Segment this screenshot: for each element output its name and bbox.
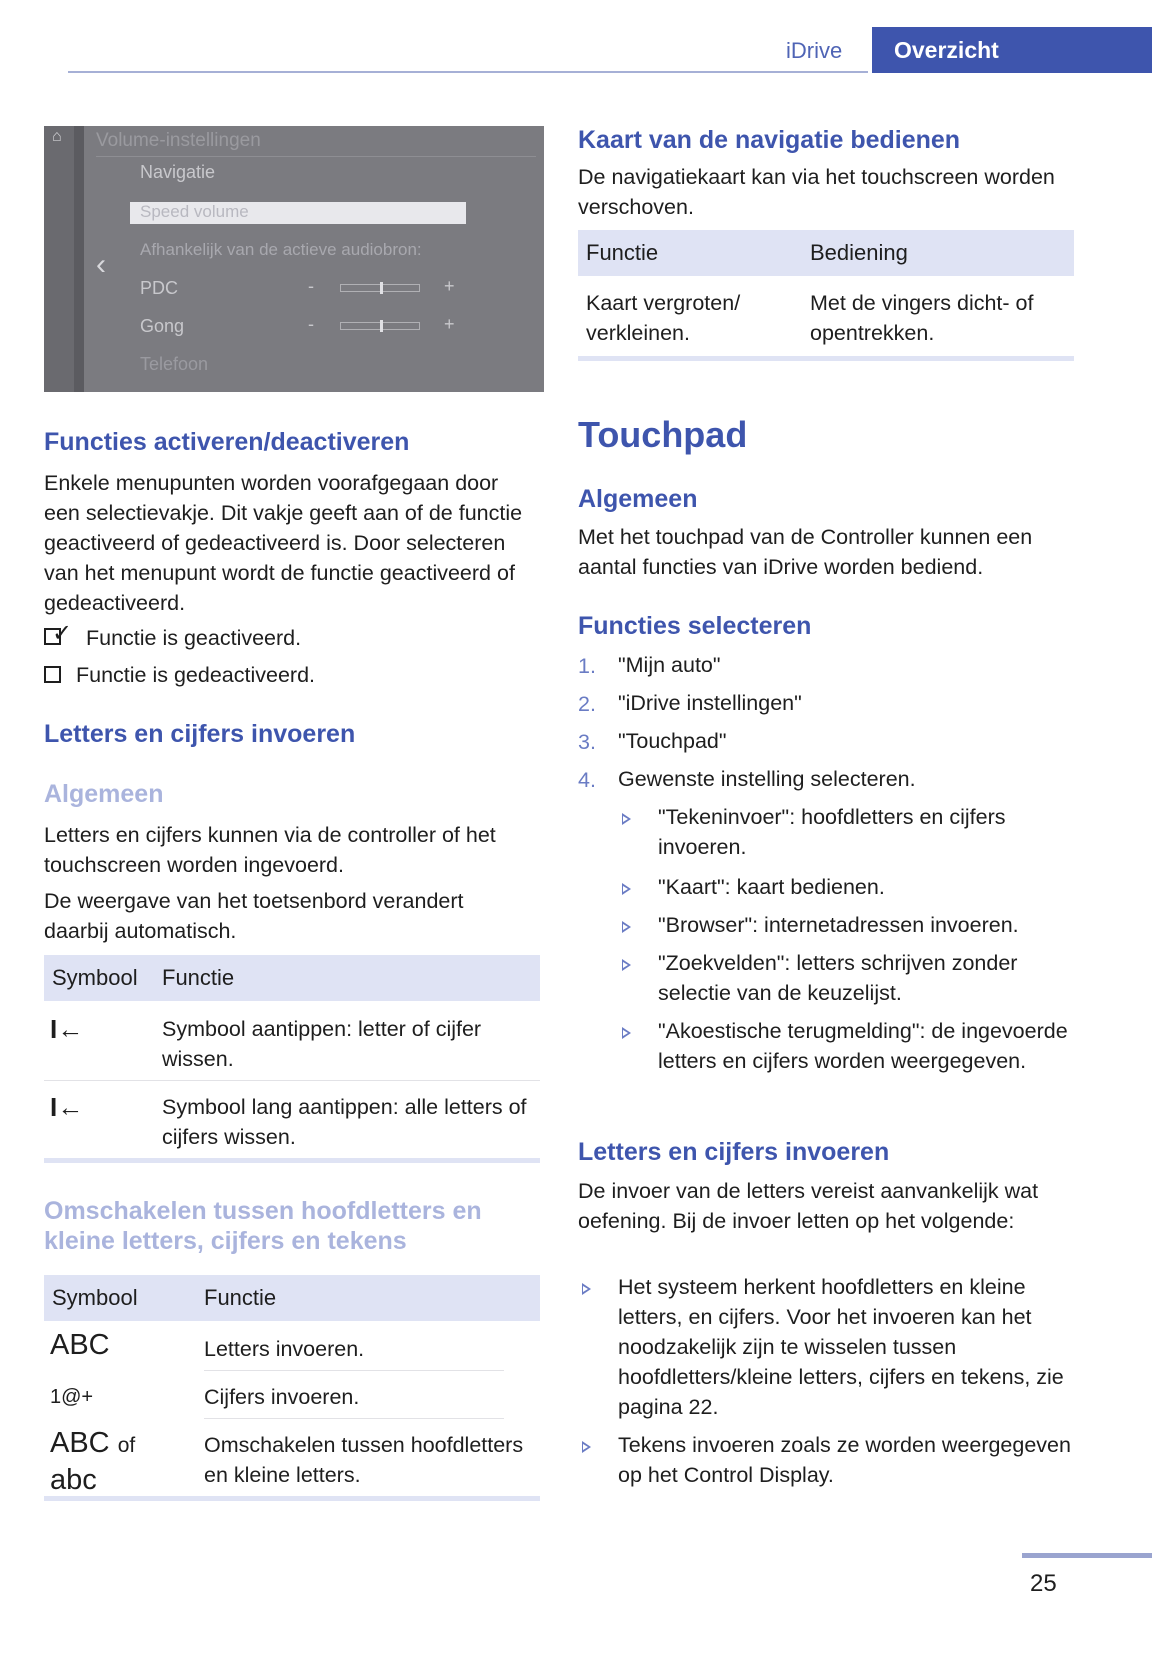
bullet-triangle-icon <box>622 813 631 825</box>
table-row-func: Symbool lang aantippen: alle letters of cijfers wissen. <box>162 1095 527 1149</box>
heading-kaart: Kaart van de navigatie bedienen <box>578 126 961 154</box>
heading-functies-selecteren: Functies selecteren <box>578 612 812 640</box>
table-kaart-header <box>578 230 1074 276</box>
screen-title: Volume-instellingen <box>96 130 261 151</box>
subheading-algemeen: Algemeen <box>44 780 164 808</box>
option-item: "Akoestische terugmelding": de ingevoerde letters en cijfers worden weergegeven. <box>658 1019 1068 1073</box>
pdc-plus: + <box>444 276 455 296</box>
page-number: 25 <box>1030 1570 1057 1597</box>
table-omschakelen-header <box>44 1275 540 1321</box>
table-row-func: Letters invoeren. <box>204 1337 365 1361</box>
step-text: Gewenste instelling selecteren. <box>618 767 916 791</box>
bullet-triangle-icon <box>622 921 631 933</box>
bullet-triangle-icon <box>622 1027 631 1039</box>
th-functie: Functie <box>204 1285 277 1310</box>
back-chevron-icon: ‹ <box>96 248 106 281</box>
gong-plus: + <box>444 314 455 334</box>
heading-omschakelen: Omschakelen tussen hoofdletters en kleine letters, cijfers en tekens <box>44 1197 482 1255</box>
table-row-op: Met de vingers dicht- of opentrekken. <box>810 291 1034 345</box>
footer-rule <box>1022 1553 1152 1558</box>
table-wissen-header <box>44 955 540 1001</box>
option-item: "Tekeninvoer": hoofdletters en cijfers invoeren. <box>658 805 1006 859</box>
table-row-func: Omschakelen tussen hoofdletters en kleine letters. <box>204 1433 524 1487</box>
digits-symbol: 1@+ <box>50 1386 94 1408</box>
screen-item-navigatie: Navigatie <box>140 162 216 182</box>
bullet-item: Tekens invoeren zoals ze worden weergegeven op het Control Display. <box>618 1433 1071 1487</box>
th-functie: Functie <box>162 965 235 990</box>
kaart-body: De navigatiekaart kan via het touchscreen worden verschoven. <box>578 165 1055 219</box>
bullet-triangle-icon <box>582 1441 591 1453</box>
step-number: 3. <box>578 730 596 754</box>
pdc-minus: - <box>308 276 314 296</box>
screen-item-telefoon: Telefoon <box>140 354 209 374</box>
delete-all-symbol-icon: I← <box>50 1092 84 1122</box>
table-row-func: Cijfers invoeren. <box>204 1385 360 1409</box>
bullet-item: Het systeem herkent hoofdletters en kleine letters, en cijfers. Voor het invoeren kan het noodzakelijk zijn te wisselen tussen hoofdletters/kleine letters, cijfers en tekens, zie pagina 22. <box>618 1275 1064 1419</box>
letters-p2: De weergave van het toetsenbord verandert daarbij automatisch. <box>44 889 464 943</box>
screen-item-gong: Gong <box>140 316 185 336</box>
screen-item-pdc: PDC <box>140 278 179 298</box>
abc-symbol: ABC <box>50 1329 110 1361</box>
table-row-func: Symbool aantippen: letter of cijfer wissen. <box>162 1017 482 1071</box>
unchecked-label: Functie is gedeactiveerd. <box>76 663 316 687</box>
th-bediening: Bediening <box>810 240 908 265</box>
option-item: "Browser": internetadressen invoeren. <box>658 913 1019 937</box>
th-functie: Functie <box>586 240 659 265</box>
header-tab: Overzicht <box>872 27 1152 73</box>
header-section: iDrive <box>786 38 843 63</box>
checked-label: Functie is geactiveerd. <box>86 626 302 650</box>
step-number: 1. <box>578 654 596 678</box>
header-rule <box>68 71 868 73</box>
th-symbool: Symbool <box>52 965 138 990</box>
letters-right-body: De invoer van de letters vereist aanvankelijk wat oefening. Bij de invoer letten op het volgende: <box>578 1179 1039 1233</box>
th-symbool: Symbool <box>52 1285 138 1310</box>
heading-algemeen: Algemeen <box>578 485 698 513</box>
bullet-triangle-icon <box>622 883 631 895</box>
table-row-func: Kaart vergroten/ verkleinen. <box>586 291 741 345</box>
step-number: 2. <box>578 692 596 716</box>
screen-item-speed-volume: Speed volume <box>140 202 249 221</box>
home-icon: ⌂ <box>52 128 62 145</box>
letters-p1: Letters en cijfers kunnen via de controller of het touchscreen worden ingevoerd. <box>44 823 496 877</box>
functies-body: Enkele menupunten worden voorafgegaan door een selectievakje. Dit vakje geeft aan of de functie geactiveerd of gedeactiveerd is. Door selecteren van het menupunt wordt de functie geactiveerd of gedeactiveerd. <box>44 471 523 615</box>
bullet-triangle-icon <box>622 959 631 971</box>
step-text: "Touchpad" <box>618 729 727 753</box>
title-touchpad: Touchpad <box>578 414 748 455</box>
delete-symbol-icon: I← <box>50 1014 84 1044</box>
step-number: 4. <box>578 768 596 792</box>
heading-letters-cijfers-right: Letters en cijfers invoeren <box>578 1138 890 1166</box>
case-symbol: ABC of abc <box>50 1427 136 1496</box>
step-text: "iDrive instellingen" <box>618 691 802 715</box>
screen-item-audiobron: Afhankelijk van de actieve audiobron: <box>140 240 422 259</box>
option-item: "Kaart": kaart bedienen. <box>658 875 885 899</box>
algemeen-body: Met het touchpad van de Controller kunnen een aantal functies van iDrive worden bediend. <box>578 525 1033 579</box>
unchecked-box-icon <box>44 666 61 683</box>
step-text: "Mijn auto" <box>618 653 721 677</box>
gong-minus: - <box>308 314 314 334</box>
option-item: "Zoekvelden": letters schrijven zonder selectie van de keuzelijst. <box>658 951 1018 1005</box>
heading-letters-cijfers: Letters en cijfers invoeren <box>44 720 356 748</box>
heading-functies-activeren: Functies activeren/deactiveren <box>44 428 410 456</box>
bullet-triangle-icon <box>582 1283 591 1295</box>
volume-settings-screenshot <box>44 126 544 392</box>
